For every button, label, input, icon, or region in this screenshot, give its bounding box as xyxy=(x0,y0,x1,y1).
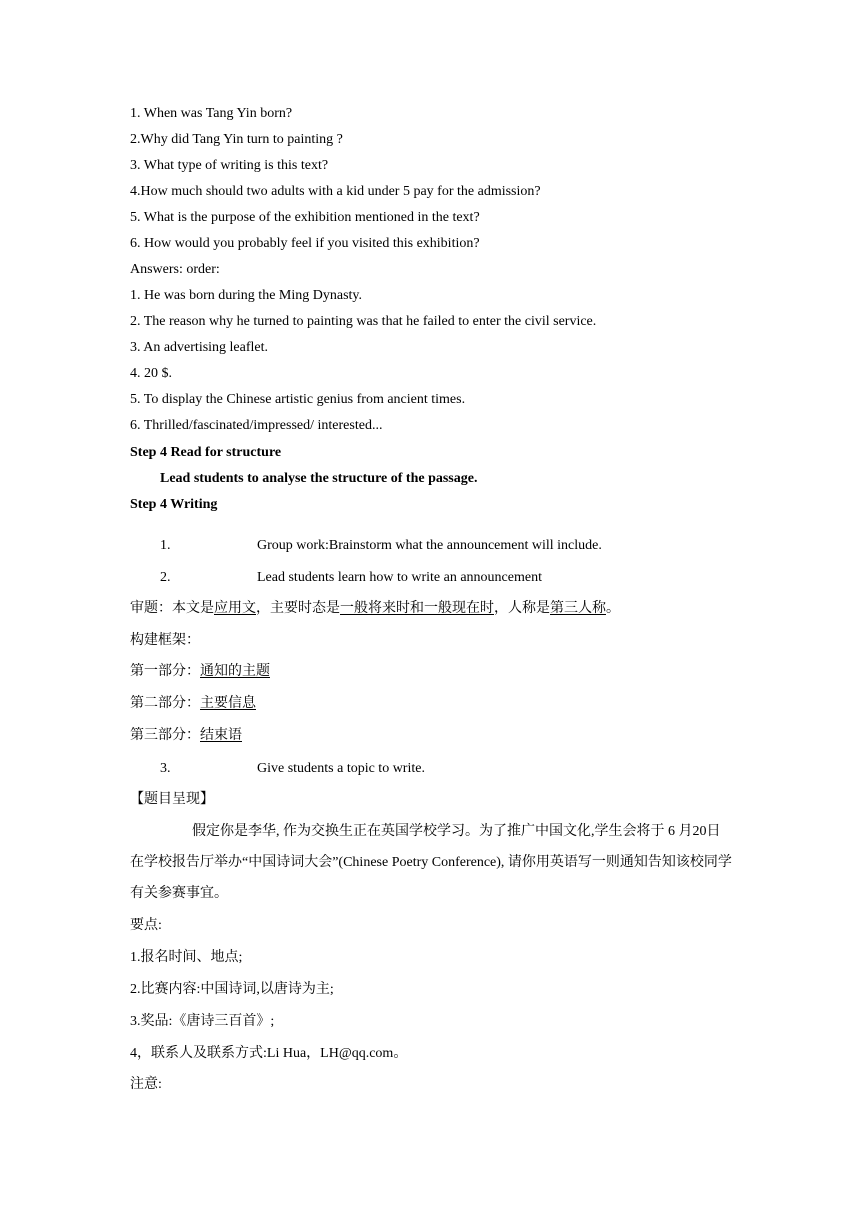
shenti-line xyxy=(130,600,620,618)
point-3: 3.奖品:《唐诗三百首》; xyxy=(130,1014,275,1029)
framework-part-1 xyxy=(130,663,270,681)
answer-4: 4. 20 $. xyxy=(130,366,172,381)
shenti-mid2: ，人称是 xyxy=(494,601,550,616)
points-heading: 要点: xyxy=(130,918,162,933)
step4-structure-text: Lead students to analyse the structure of the passage. xyxy=(160,471,478,486)
answer-6: 6. Thrilled/fascinated/impressed/ interested... xyxy=(130,418,383,433)
question-3: 3. What type of writing is this text? xyxy=(130,158,329,173)
topic-heading: 【题目呈现】 xyxy=(130,792,214,807)
topic-paragraph: 假定你是李华, 作为交换生正在英国学校学习。为了推广中国文化,学生会将于 6 月20日在学校报告厅举办“中国诗词大会”(Chinese Poetry Conference), 请你用英语写一则通知告知该校同学有关参赛事宜。 xyxy=(130,824,732,901)
step4-writing-heading: Step 4 Writing xyxy=(130,497,218,512)
framework-part-2-label: 第二部分： xyxy=(130,696,200,711)
shenti-person: 第三人称 xyxy=(550,601,606,616)
framework-part-2 xyxy=(130,695,256,713)
writing-item-1-number: 1. xyxy=(160,538,171,553)
shenti-mid1: ，主要时态是 xyxy=(256,601,340,616)
question-4: 4.How much should two adults with a kid under 5 pay for the admission? xyxy=(130,184,541,199)
writing-item-3-text: Give students a topic to write. xyxy=(257,761,425,776)
writing-item-2-number: 2. xyxy=(160,570,171,585)
note-heading: 注意: xyxy=(130,1077,162,1092)
question-1: 1. When was Tang Yin born? xyxy=(130,106,293,121)
answer-1: 1. He was born during the Ming Dynasty. xyxy=(130,288,363,303)
shenti-end: 。 xyxy=(606,601,620,616)
answer-5: 5. To display the Chinese artistic genius from ancient times. xyxy=(130,392,466,407)
answer-3: 3. An advertising leaflet. xyxy=(130,340,269,355)
framework-part-3-label: 第三部分： xyxy=(130,728,200,743)
answer-2: 2. The reason why he turned to painting was that he failed to enter the civil service. xyxy=(130,314,597,329)
point-2: 2.比赛内容:中国诗词,以唐诗为主; xyxy=(130,982,334,997)
question-2: 2.Why did Tang Yin turn to painting ? xyxy=(130,132,343,147)
framework-label: 构建框架： xyxy=(130,633,200,648)
framework-part-2-value: 主要信息 xyxy=(200,696,256,711)
answers-heading: Answers: order: xyxy=(130,262,220,277)
step4-structure-heading: Step 4 Read for structure xyxy=(130,445,282,460)
writing-item-1-text: Group work:Brainstorm what the announcement will include. xyxy=(257,538,602,553)
shenti-tense: 一般将来时和一般现在时 xyxy=(340,601,494,616)
shenti-prefix: 审题：本文是 xyxy=(130,601,214,616)
point-4: 4，联系人及联系方式:Li Hua，LH@qq.com。 xyxy=(130,1046,408,1061)
point-1: 1.报名时间、地点; xyxy=(130,950,243,965)
writing-item-2-text: Lead students learn how to write an announcement xyxy=(257,570,542,585)
writing-item-3-number: 3. xyxy=(160,761,171,776)
question-5: 5. What is the purpose of the exhibition mentioned in the text? xyxy=(130,210,480,225)
framework-part-1-value: 通知的主题 xyxy=(200,664,270,679)
framework-part-1-label: 第一部分： xyxy=(130,664,200,679)
framework-part-3 xyxy=(130,727,242,745)
framework-part-3-value: 结束语 xyxy=(200,728,242,743)
shenti-genre: 应用文 xyxy=(214,601,256,616)
question-6: 6. How would you probably feel if you visited this exhibition? xyxy=(130,236,480,251)
